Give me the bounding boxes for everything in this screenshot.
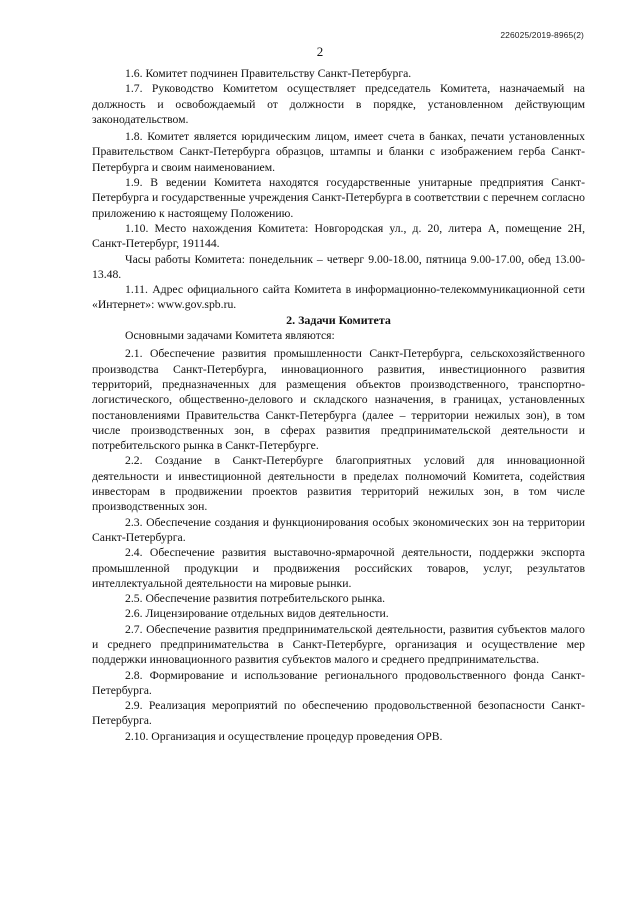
paragraph-2-4: 2.4. Обеспечение развития выставочно-ярмарочной деятельности, поддержки экспорта промышленной продукции и продвижения российских товаров, услуг, результатов интеллектуальной деятельности на мировые рынки.: [92, 546, 585, 590]
paragraph-1-6: 1.6. Комитет подчинен Правительству Санкт-Петербурга.: [125, 67, 412, 80]
paragraph-2-9: 2.9. Реализация мероприятий по обеспечению продовольственной безопасности Санкт-Петербурга.: [92, 699, 585, 728]
paragraph-1-10: 1.10. Место нахождения Комитета: Новгородская ул., д. 20, литера А, помещение 2Н, Санкт-Петербург, 191144.: [92, 221, 585, 251]
paragraph-2-5: 2.5. Обеспечение развития потребительского рынка.: [125, 592, 386, 606]
paragraph-2-1: 2.1. Обеспечение развития промышленности Санкт-Петербурга, сельскохозяйственного производства Санкт-Петербурга, инновационного развития, инвестиционного развития территорий, предназначенных для размещения объектов производственного, транспортно-логистического, общественно-делового и складского назначения, в границах, установленных постановлениями Правительства Санкт-Петербурга (далее – территории нежилых зон), в том числе производственных зон, в сферах развития предпринимательской деятельности и потребительского рынка в Санкт-Петербурге.: [92, 347, 585, 453]
paragraph-2-2: 2.2. Создание в Санкт-Петербурге благоприятных условий для инновационной деятельности и инвестиционной деятельности в пределах полномочий Комитета, содействия инвесторам в продвижении проектов развития территорий нежилых зон, в том числе производственных зон.: [92, 454, 585, 514]
paragraph-2-10: 2.10. Организация и осуществление процедур проведения ОРВ.: [125, 729, 443, 743]
paragraph-2-7: 2.7. Обеспечение развития предпринимательской деятельности, развития субъектов малого и среднего предпринимательства в Санкт-Петербурге, организация и осуществление мер поддержки инновационного развития субъектов малого и среднего предпринимательства.: [92, 622, 585, 667]
section-intro: Основными задачами Комитета являются:: [125, 329, 335, 343]
paragraph-1-9: 1.9. В ведении Комитета находятся государственные унитарные предприятия Санкт-Петербурга и государственные учреждения Санкт-Петербурга в соответствии с перечнем согласно приложению к настоящему Положению.: [92, 176, 585, 220]
paragraph-2-3: 2.3. Обеспечение создания и функционирования особых экономических зон на территории Санкт-Петербурга.: [92, 515, 585, 544]
page-number: 2: [316, 44, 324, 59]
paragraph-2-6: 2.6. Лицензирование отдельных видов деятельности.: [125, 607, 389, 621]
document-body: [92, 66, 585, 744]
paragraph-1-11: 1.11. Адрес официального сайта Комитета в информационно-телекоммуникационной сети «Интернет»: www.gov.spb.ru.: [92, 283, 585, 312]
paragraph-1-7: 1.7. Руководство Комитетом осуществляет председатель Комитета, назначаемый на должность и освобождаемый от должности в порядке, установленном действующим законодательством.: [92, 82, 585, 126]
document-id: 226025/2019-8965(2): [500, 30, 584, 40]
paragraph-1-8: 1.8. Комитет является юридическим лицом, имеет счета в банках, печати установленных Правительством Санкт-Петербурга образцов, штампы и бланки с изображением герба Санкт-Петербурга и своим наименованием.: [92, 130, 585, 174]
section-heading: 2. Задачи Комитета: [286, 312, 391, 327]
paragraph-2-8: 2.8. Формирование и использование регионального продовольственного фонда Санкт-Петербурга.: [92, 668, 585, 697]
paragraph-work-hours: Часы работы Комитета: понедельник – четверг 9.00-18.00, пятница 9.00-17.00, обед 13.00-13.48.: [92, 252, 585, 281]
